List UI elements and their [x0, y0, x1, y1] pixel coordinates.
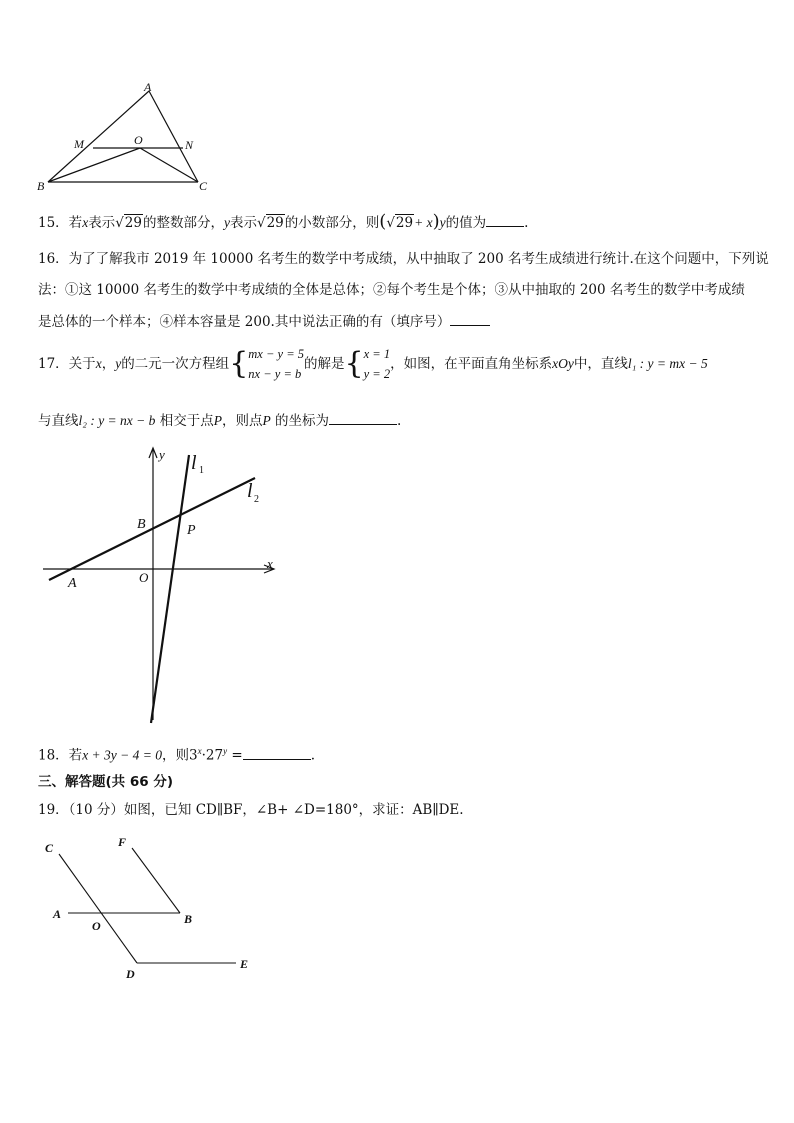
label-d: D	[126, 967, 135, 981]
question-19: 19．（10 分）如图，已知 CD∥BF，∠B+ ∠D=180°，求证：AB∥DE.	[38, 802, 464, 818]
label-b: B	[184, 912, 193, 926]
label-a: A	[53, 907, 62, 921]
question-17-line-1: 17．关于 x ， y 的二元一次方程组 { mx − y = 5 nx − y = b 的解是 { x = 1 y = 2 ，如图，在平面直角坐标系 xOy 中，直线 l₁ : y = mx − 5	[38, 342, 708, 386]
label-a: A	[144, 80, 152, 94]
label-l1: l	[191, 452, 197, 474]
label-p: P	[187, 523, 196, 538]
brace-icon: {	[344, 346, 364, 381]
section-title: 三、解答题(共 66 分)	[38, 774, 174, 790]
label-o: O	[139, 570, 149, 585]
question-16-line-2: 法：①这 10000 名考生的数学中考成绩的全体是总体；②每个考生是个体；③从中抽取的 200 名考生的数学中考成绩	[38, 282, 745, 298]
segment-cd	[59, 854, 137, 963]
label-b: B	[137, 517, 146, 532]
answer-blank-16[interactable]	[450, 311, 490, 326]
label-c: C	[199, 179, 208, 193]
line-l2	[49, 478, 255, 580]
label-c: C	[45, 841, 54, 855]
segment-bo	[48, 148, 140, 182]
label-b: B	[37, 179, 45, 193]
question-17-line-2: 与直线l₂ : y = nx − b 相交于点P，则点P 的坐标为 .	[38, 410, 401, 431]
coordinate-figure	[38, 442, 288, 732]
solution-system: x = 1 y = 2	[363, 347, 391, 381]
question-16-line-1: 16．为了了解我市 2019 年 10000 名考生的数学中考成绩，从中抽取了 200 名考生成绩进行统计.在这个问题中，下列说	[38, 251, 769, 267]
label-l2-sub: 2	[254, 494, 259, 505]
label-x-axis: x	[267, 556, 273, 571]
question-15: 15．若x表示√29的整数部分，y表示√29的小数部分，则(√29+ x)y的值为 .	[38, 211, 529, 232]
line-l1	[151, 455, 189, 723]
label-y-axis: y	[159, 447, 165, 462]
triangle-figure	[30, 78, 220, 196]
label-o: O	[92, 919, 101, 933]
parallel-lines-figure	[38, 830, 268, 990]
answer-blank-15[interactable]	[486, 212, 524, 227]
label-o: O	[134, 133, 143, 147]
brace-icon: {	[229, 346, 249, 381]
question-16-line-3: 是总体的一个样本；④样本容量是 200.其中说法正确的有（填序号）	[38, 311, 490, 332]
answer-blank-18[interactable]	[243, 745, 311, 760]
label-l2: l	[247, 480, 253, 502]
label-f: F	[118, 835, 127, 849]
question-18: 18．若x + 3y − 4 = 0，则$3^x\cdot 27^y$ = .	[38, 746, 315, 764]
equation-system: mx − y = 5 nx − y = b	[248, 347, 305, 381]
label-n: N	[185, 138, 194, 152]
segment-fb	[132, 848, 180, 913]
answer-blank-17[interactable]	[329, 410, 397, 425]
label-a: A	[68, 576, 77, 591]
label-m: M	[74, 137, 84, 151]
side-ac	[149, 91, 198, 182]
label-l1-sub: 1	[199, 465, 204, 476]
label-e: E	[240, 957, 249, 971]
